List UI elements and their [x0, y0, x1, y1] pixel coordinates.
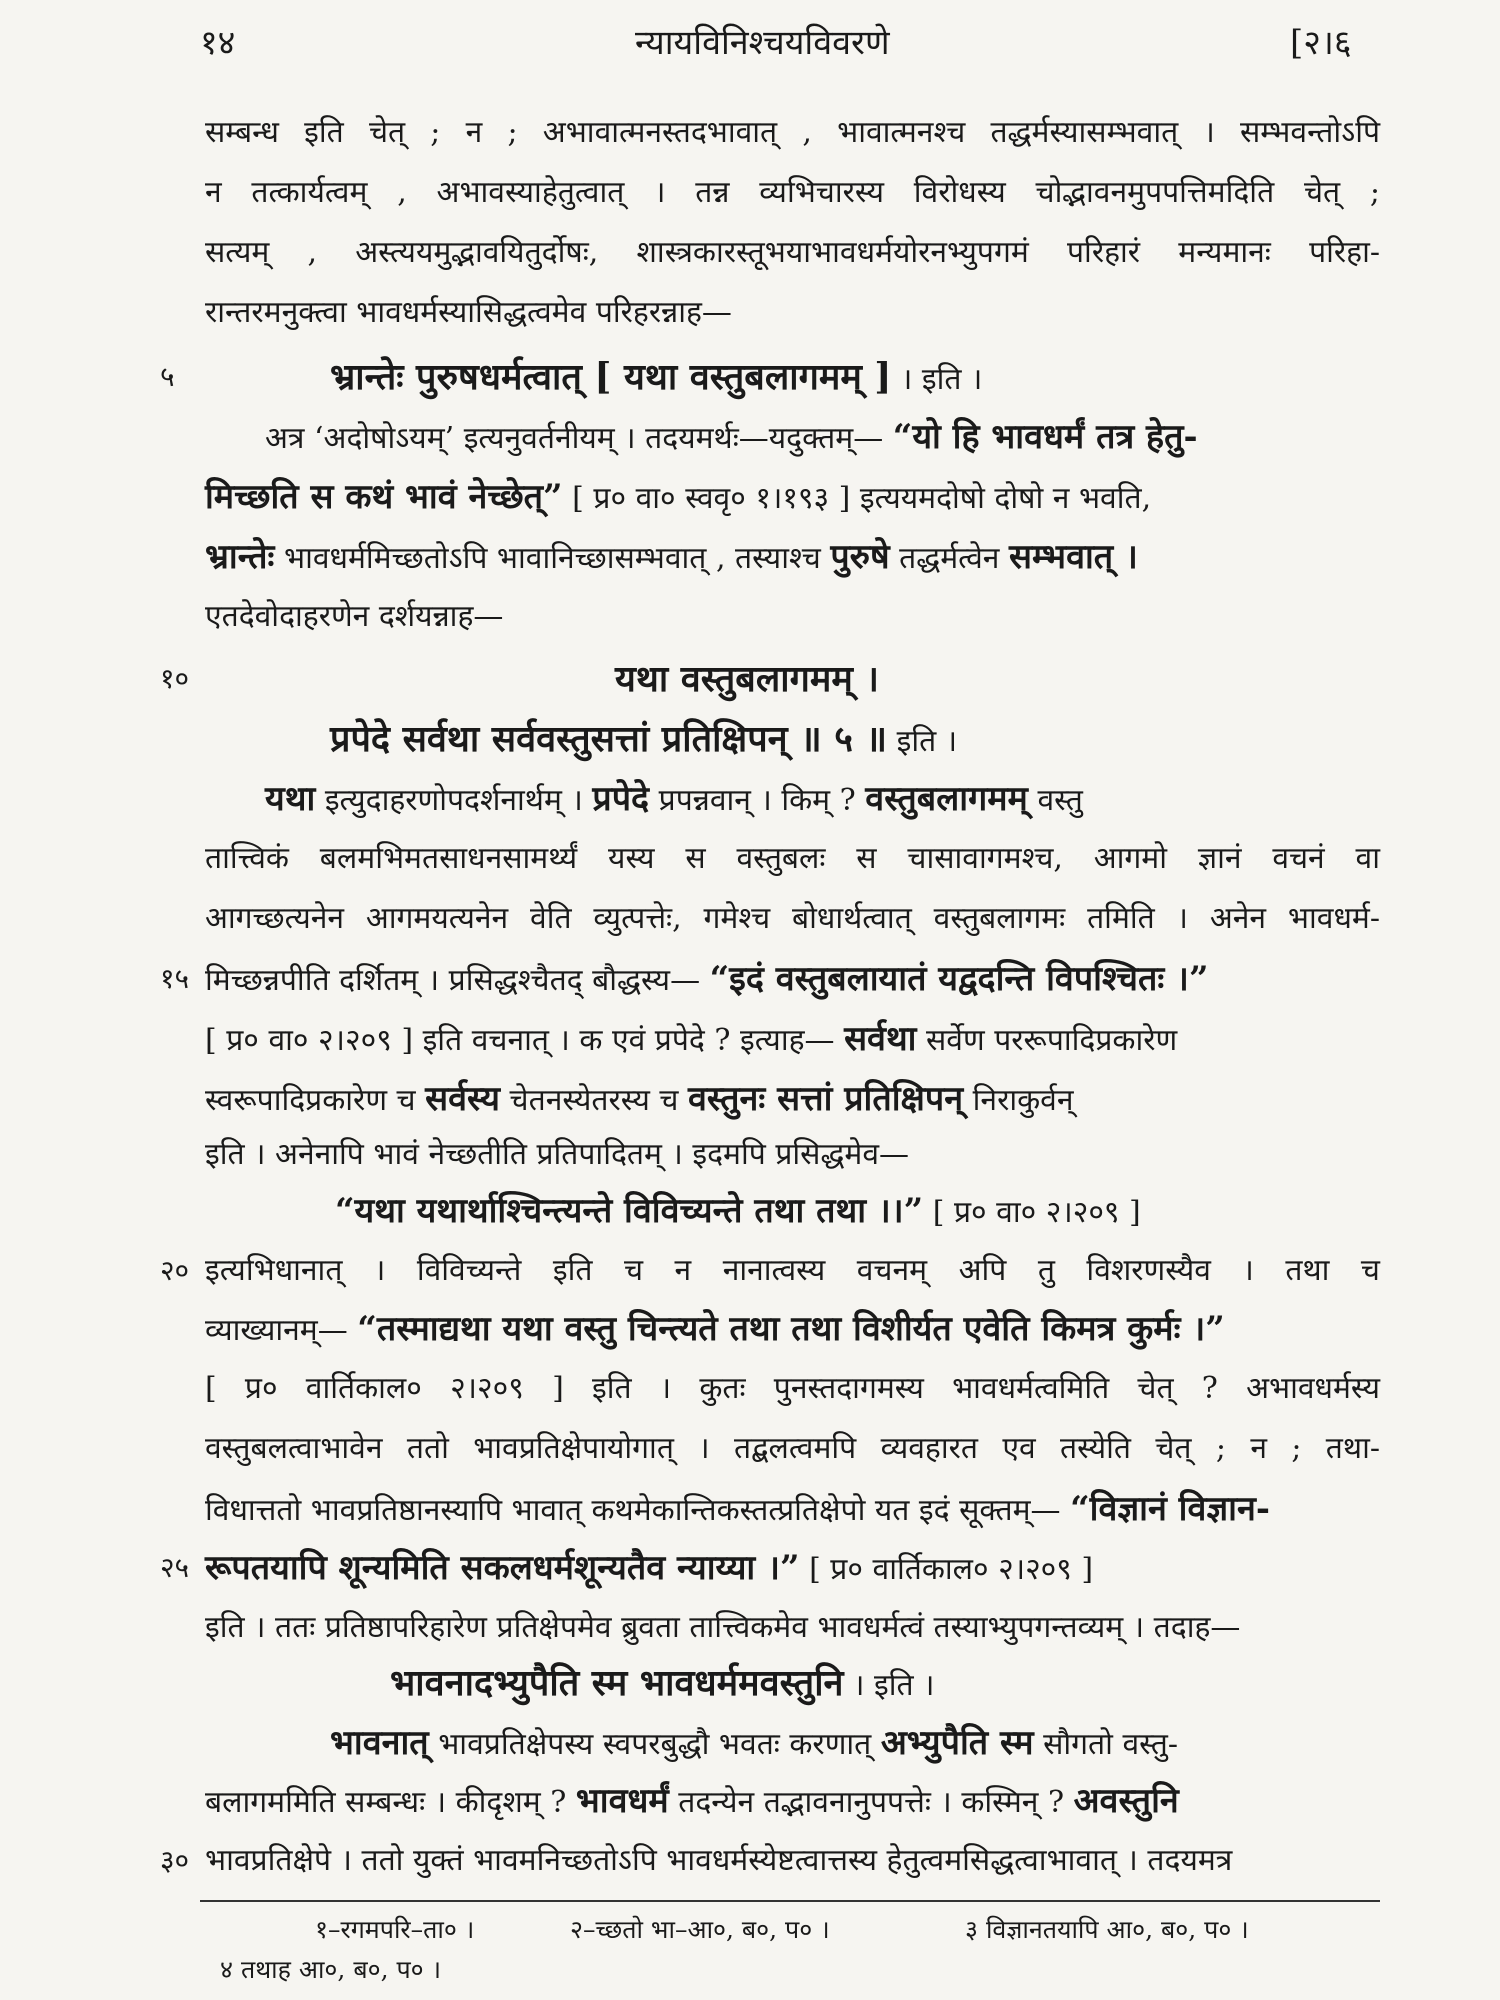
text-run: सर्वेण पररूपादिप्रकारेण [926, 1023, 1178, 1058]
quote-bold: “तस्माद्यथा यथा वस्तु चिन्त्यते तथा तथा विशीर्यत एवेति किमत्र कुर्मः ।” [357, 1309, 1225, 1349]
line-number: ३० [160, 1844, 190, 1877]
term-bold: अवस्तुनि [1073, 1781, 1179, 1821]
text-line: तात्त्विकं बलमभिमतसाधनसामर्थ्यं यस्य स वस्तुबलः स चासावागमश्च, आगमो ज्ञानं वचनं वा [205, 841, 1380, 876]
text-line [205, 474, 1151, 520]
line-number: ५ [160, 360, 175, 393]
text-run: वस्तु [1037, 783, 1083, 818]
text-line: इति । ततः प्रतिष्ठापरिहारेण प्रतिक्षेपमेव ब्रुवता तात्त्विकमेव भावधर्मत्वं तस्याभ्युपगन्तव्यम् । तदाह— [205, 1610, 1241, 1645]
text-line [205, 956, 1209, 1002]
term-bold: भावधर्मं [575, 1781, 669, 1821]
text-line: [ प्र० वार्तिकाल० २।२०९ ] इति । कुतः पुनस्तदागमस्य भावधर्मत्वमिति चेत् ? अभावधर्मस्य [205, 1371, 1380, 1406]
text-run: स्वरूपादिप्रकारेण च [205, 1083, 416, 1118]
verse-tail: । इति । [853, 1668, 935, 1703]
text-run: सौगतो वस्तु- [1043, 1727, 1179, 1762]
text-line: रान्तरमनुक्त्वा भावधर्मस्यासिद्धत्वमेव परिहरन्नाह— [205, 295, 732, 330]
verse-line [390, 1660, 934, 1706]
verse-text: प्रपेदे सर्वथा सर्ववस्तुसत्तां प्रतिक्षिपन् ॥ ५ ॥ [330, 718, 888, 760]
section-reference: [२।६ [1290, 23, 1352, 63]
text-line: भावप्रतिक्षेपे । ततो युक्तं भावमनिच्छतोऽपि भावधर्मस्येष्टत्वात्तस्य हेतुत्वमसिद्धत्वाभावात् । तदयमत्र [205, 1843, 1233, 1878]
text-line [265, 414, 1198, 460]
term-bold: भावनात् [330, 1723, 429, 1763]
text-run: निराकुर्वन् [972, 1083, 1074, 1118]
verse-text: भावनादभ्युपैति स्म भावधर्ममवस्तुनि [390, 1662, 844, 1704]
text-line [330, 1720, 1178, 1766]
quote-bold: “यथा यथार्थाश्चिन्त्यन्ते विविच्यन्ते तथा तथा ।।” [335, 1191, 924, 1231]
term-bold: सर्वस्य [425, 1079, 500, 1119]
text-run: बलागममिति सम्बन्धः । कीदृशम् ? [205, 1785, 567, 1820]
text-line: सम्बन्ध इति चेत् ; न ; अभावात्मनस्तदभावात् , भावात्मनश्च तद्धर्मस्यासम्भवात् । सम्भवन्तोऽपि [205, 115, 1380, 150]
text-run: तद्धर्मत्वेन [899, 541, 1000, 576]
text-run: [ प्र० वार्तिकाल० २।२०९ ] [809, 1552, 1094, 1587]
term-bold: प्रपेदे [592, 779, 650, 819]
text-line [205, 1076, 1074, 1122]
quote-bold: “विज्ञानं विज्ञान- [1070, 1489, 1270, 1529]
verse-line: यथा वस्तुबलागमम् । [615, 658, 880, 700]
text-run: भावधर्ममिच्छतोऽपि भावानिच्छासम्भवात् , तस्याश्च [283, 541, 821, 576]
text-run: चेतनस्येतरस्य च [509, 1083, 679, 1118]
verse-tail: इति । [896, 724, 958, 759]
footnote: २–च्छतो भा–आ०, ब०, प० । [570, 1915, 830, 1944]
term-bold: वस्तुनः सत्तां प्रतिक्षिपन् [688, 1079, 964, 1119]
text-line [205, 1016, 1177, 1062]
text-line [205, 1306, 1225, 1352]
term-bold: यथा [265, 779, 316, 819]
text-run: [ प्र० वा० २।२०९ ] इति वचनात् । क एवं प्रपेदे ? इत्याह— [205, 1023, 835, 1058]
footnote: ४ तथाह आ०, ब०, प० । [220, 1955, 442, 1984]
line-number: २० [160, 1254, 190, 1287]
text-line [205, 1545, 1093, 1591]
text-line: सत्यम् , अस्त्ययमुद्भावयितुर्दोषः, शास्त्रकारस्तूभयाभावधर्मयोरनभ्युपगमं परिहारं मन्यमानः परिहा- [205, 235, 1380, 270]
term-bold: भ्रान्तेः [205, 537, 275, 577]
text-run: प्रपन्नवान् । किम् ? [658, 783, 856, 818]
text-run: विधात्ततो भावप्रतिष्ठानस्यापि भावात् कथमेकान्तिकस्तत्प्रतिक्षेपो यत इदं सूक्तम्— [205, 1493, 1061, 1528]
verse-line [330, 716, 957, 762]
text-line: वस्तुबलत्वाभावेन ततो भावप्रतिक्षेपायोगात् । तद्बलत्वमपि व्यवहारत एव तस्येति चेत् ; न ; तथा- [205, 1431, 1380, 1466]
term-bold: अभ्युपैति स्म [880, 1723, 1034, 1763]
verse-text: भ्रान्तेः पुरुषधर्मत्वात् [ यथा वस्तुबलागमम् ] [330, 356, 892, 398]
text-line [205, 534, 1138, 580]
quote-bold: “यो हि भावधर्मं तत्र हेतु- [892, 417, 1198, 457]
quote-bold: रूपतयापि शून्यमिति सकलधर्मशून्यतैव न्याय्या ।” [205, 1548, 800, 1588]
line-number: १५ [160, 962, 190, 995]
running-title: न्यायविनिश्चयविवरणे [635, 23, 890, 63]
page-number: १४ [200, 23, 236, 63]
text-line: इति । अनेनापि भावं नेच्छतीति प्रतिपादितम् । इदमपि प्रसिद्धमेव— [205, 1137, 910, 1172]
text-line: एतदेवोदाहरणेन दर्शयन्नाह— [205, 599, 504, 634]
footnote: १–रगमपरि–ता० । [315, 1915, 475, 1944]
footnote-divider [200, 1900, 1380, 1902]
text-line [205, 1778, 1179, 1824]
term-bold: पुरुषे [830, 537, 890, 577]
text-line: न तत्कार्यत्वम् , अभावस्याहेतुत्वात् । तन्न व्यभिचारस्य विरोधस्य चोद्भावनमुपपत्तिमदिति चेत् ; [205, 175, 1380, 210]
text-run: व्याख्यानम्— [205, 1313, 348, 1348]
term-bold: वस्तुबलागमम् [865, 779, 1028, 819]
text-line: आगच्छत्यनेन आगमयत्यनेन वेति व्युत्पत्तेः, गमेश्च बोधार्थत्वात् वस्तुबलागमः तमिति । अनेन भावधर्म- [205, 901, 1380, 936]
text-run: मिच्छन्नपीति दर्शितम् । प्रसिद्धश्चैतद् बौद्धस्य— [205, 963, 701, 998]
text-run: [ प्र० वा० स्ववृ० १।१९३ ] इत्ययमदोषो दोषो न भवति, [572, 481, 1152, 516]
text-line: इत्यभिधानात् । विविच्यन्ते इति च न नानात्वस्य वचनम् अपि तु विशरणस्यैव । तथा च [205, 1253, 1380, 1288]
quote-bold: “इदं वस्तुबलायातं यद्वदन्ति विपश्चितः ।” [709, 959, 1209, 999]
text-run: इत्युदाहरणोपदर्शनार्थम् । [324, 783, 583, 818]
line-number: २५ [160, 1551, 190, 1584]
verse-tail: । इति । [901, 362, 983, 397]
term-bold: सम्भवात् । [1009, 537, 1138, 577]
term-bold: सर्वथा [844, 1019, 917, 1059]
verse-line [330, 354, 982, 400]
text-run: अत्र ‘अदोषोऽयम्’ इत्यनुवर्तनीयम् । तदयमर्थः—यदुक्तम्— [265, 421, 884, 456]
text-run: [ प्र० वा० २।२०९ ] [932, 1195, 1141, 1230]
footnote: ३ विज्ञानतयापि आ०, ब०, प० । [965, 1915, 1249, 1944]
quote-bold: मिच्छति स कथं भावं नेच्छेत्” [205, 477, 563, 517]
text-line [265, 776, 1083, 822]
text-line [205, 1486, 1270, 1532]
line-number: १० [160, 662, 190, 695]
text-run: भावप्रतिक्षेपस्य स्वपरबुद्धौ भवतः करणात् [438, 1727, 872, 1762]
text-run: तदन्येन तद्भावनानुपपत्तेः । कस्मिन् ? [678, 1785, 1065, 1820]
quote-line [335, 1188, 1141, 1234]
